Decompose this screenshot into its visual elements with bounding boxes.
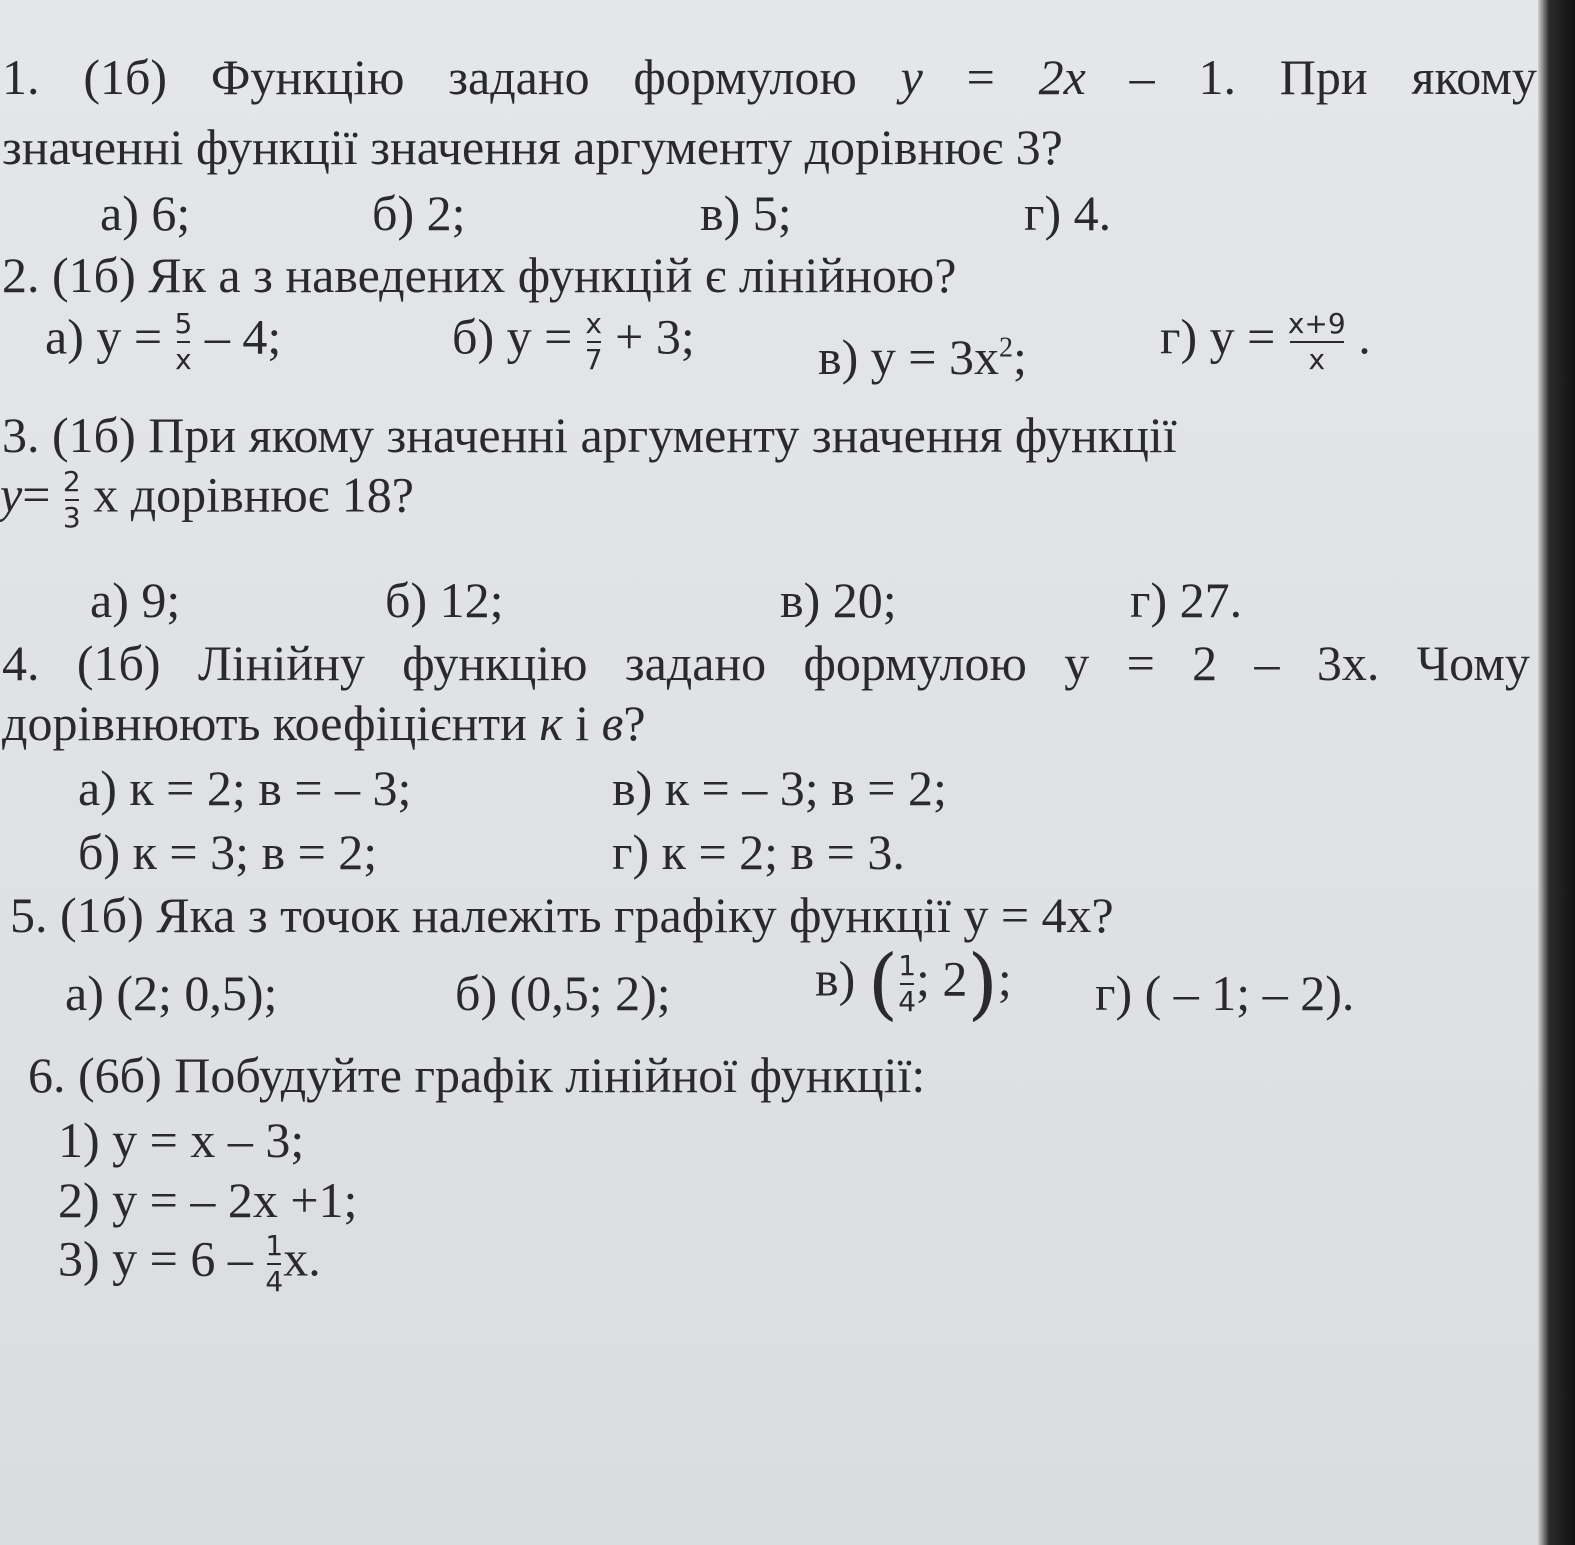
word: 3х. [1316,635,1380,691]
word: 1. [1198,49,1236,105]
question-2-text: 2. (1б) Як а з наведених функцій є лінійною? [2,247,957,303]
fraction-x-over-7: $\frac{x}{7}$ [584,307,603,376]
word: Лінійну [197,635,365,691]
word: = [966,49,995,105]
question-3-text: 3. (1б) При якому значенні аргументу значення функції [2,407,1177,463]
word: 2 [1192,635,1218,691]
fraction-5-over-x: $\frac{5}{x}$ [174,307,193,376]
word: При [1279,49,1368,105]
question-3-option-b: б) 12; [385,572,504,628]
question-3-option-c: в) 20; [780,572,897,628]
question-3-formula: y= $\frac{2}{3}$ x дорівнює 18? [0,465,414,534]
word: у [1064,635,1090,691]
question-4-line-2: дорівнюють коефіцієнти к і в? [2,695,646,751]
word: = [1126,635,1155,691]
word: – [1129,49,1155,105]
question-1-line-1 [2,49,1537,105]
question-1-option-c: в) 5; [700,185,792,241]
word: 1. [2,49,40,105]
word: (1б) [76,635,161,691]
question-4-line-1 [2,635,1530,691]
word: функцію [402,635,588,691]
question-1-option-b: б) 2; [372,185,466,241]
question-6-item-1: 1) у = х – 3; [58,1112,305,1168]
question-5-option-d: г) ( – 1; – 2). [1095,965,1355,1021]
word: 4. [2,635,40,691]
word: y [900,49,923,105]
question-1-line-2: значенні функції значення аргументу дорівнює 3? [2,119,1063,175]
question-4-option-c: в) к = – 3; в = 2; [612,760,947,816]
fraction-x-plus-9-over-x: $\frac{x+9}{x}$ [1287,307,1346,376]
word: 2x [1038,49,1086,105]
word: Чому [1416,635,1530,691]
question-5-option-b: б) (0,5; 2); [455,965,671,1021]
word: якому [1411,49,1537,105]
question-4-option-d: г) к = 2; в = 3. [612,824,905,880]
word: (1б) [83,49,168,105]
question-5-text: 5. (1б) Яка з точок належіть графіку функції у = 4х? [10,887,1114,943]
word: задано [624,635,767,691]
question-5-option-c: в) ( $\frac{1}{4}$ ; 2); [815,939,1012,1029]
question-2-option-b: б) у = $\frac{x}{7}$ + 3; [452,307,695,376]
question-2-option-a: а) у = $\frac{5}{x}$ – 4; [45,307,282,376]
question-2-option-c: в) $у = 3х^2$; [818,329,1027,385]
question-1-option-a: а) 6; [100,185,191,241]
fraction-1-over-4: $\frac{1}{4}$ [265,1229,284,1298]
fraction-2-over-3: $\frac{2}{3}$ [62,465,81,534]
question-3-option-d: г) 27. [1130,572,1243,628]
question-5-option-a: а) (2; 0,5); [65,965,278,1021]
page-edge-shadow [1538,0,1575,1545]
question-3-option-a: а) 9; [90,572,181,628]
question-2-option-d: г) у = $\frac{x+9}{x}$ . [1160,307,1371,376]
question-4-option-b: б) к = 3; в = 2; [78,824,378,880]
word: формулою [633,49,857,105]
question-6-text: 6. (6б) Побудуйте графік лінійної функції: [28,1047,926,1103]
question-1-option-d: г) 4. [1024,185,1112,241]
question-4-option-a: а) к = 2; в = – 3; [78,760,412,816]
word: формулою [803,635,1027,691]
question-6-item-3: 3) у = 6 – $\frac{1}{4}$ х. [58,1229,321,1298]
question-6-item-2: 2) у = – 2х +1; [58,1172,358,1228]
word: Функцію [210,49,405,105]
word: – [1254,635,1280,691]
word: задано [448,49,590,105]
fraction-1-over-4: $\frac{1}{4}$ [898,949,917,1018]
